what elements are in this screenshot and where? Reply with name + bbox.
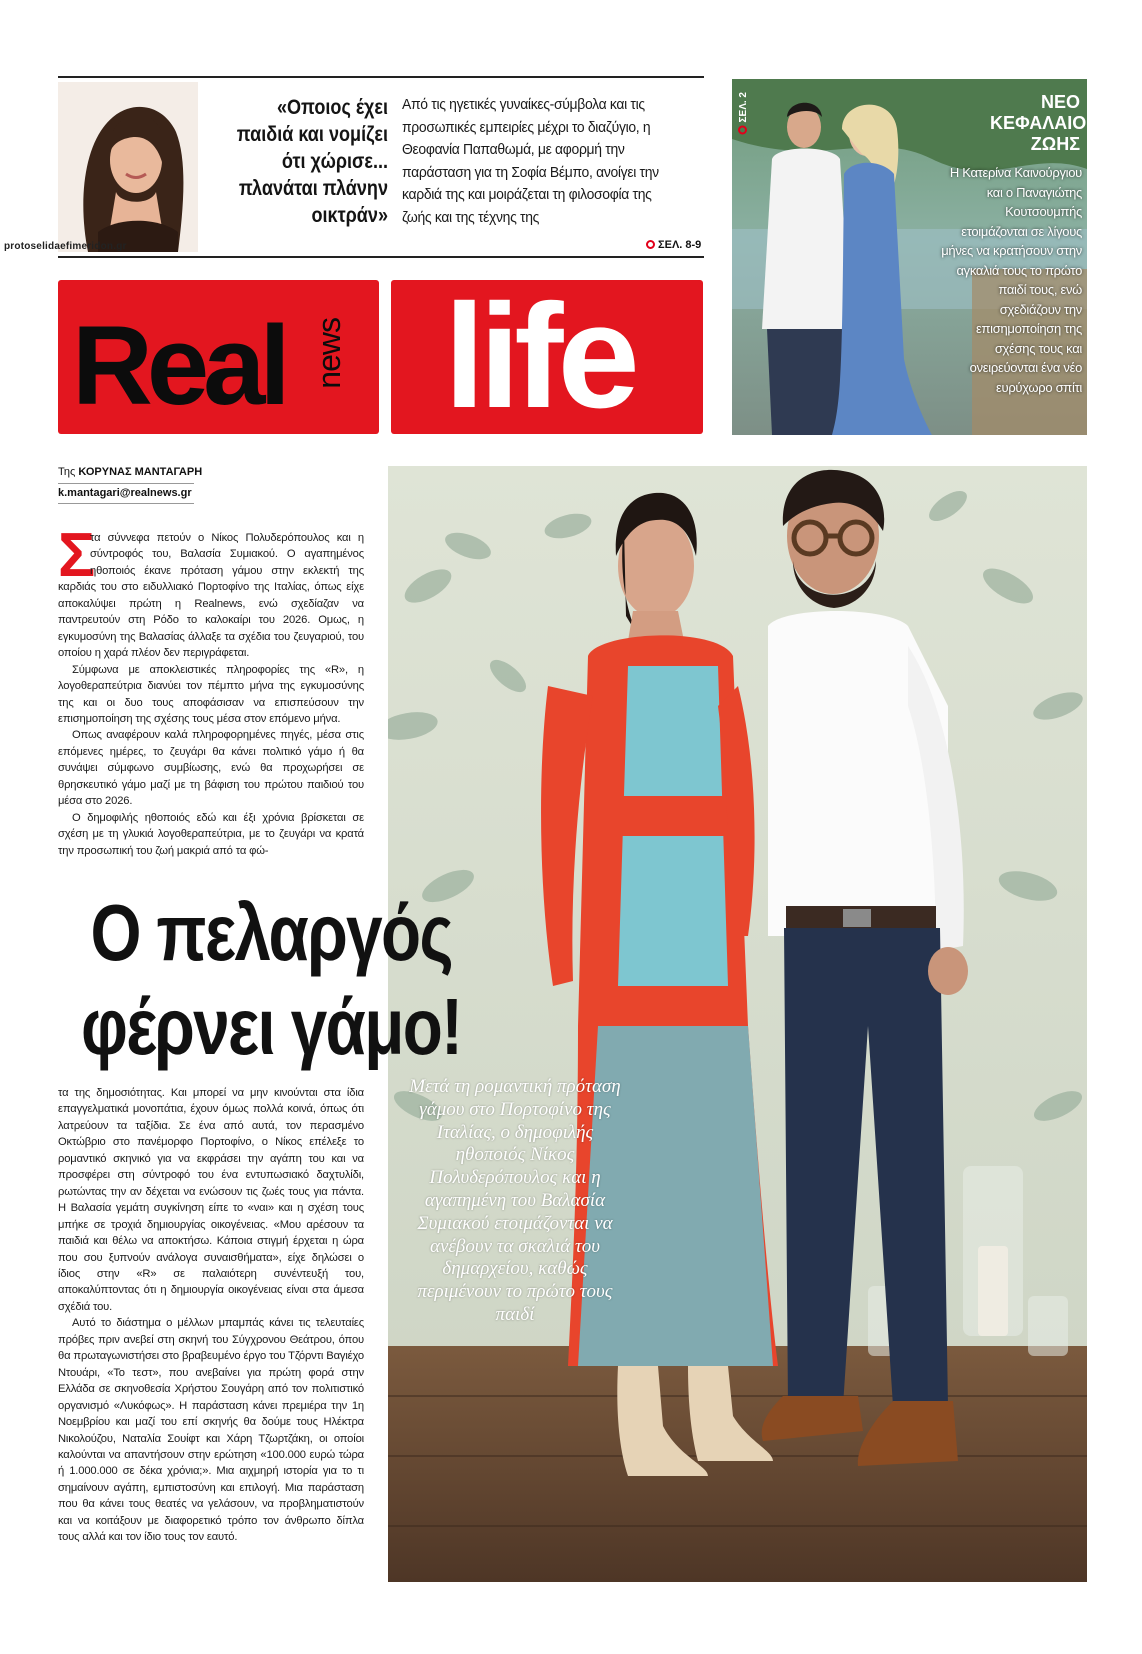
teaser-text: Από τις ηγετικές γυναίκες-σύμβολα και τις προσωπικές εμπειρίες μέχρι το διαζύγιο, η Θεοφανία Παπαθωμά, με αφορμή την παράσταση για τη Σοφία Βέμπο, ανοίγει την καρδιά της και μοιράζεται τη φιλοσοφία της ζωής και της τέχνης της [402, 96, 659, 226]
headline-line-1: Ο πελαργός [90, 888, 452, 977]
top-rule-bottom [58, 256, 704, 258]
headline-line-2: φέρνει γάμο! [81, 982, 462, 1071]
masthead-real: Real [72, 303, 285, 428]
dropcap-spacer [58, 530, 90, 578]
dropcap: Σ [58, 521, 96, 590]
masthead-life: life [444, 274, 634, 439]
teaser-page-ref[interactable] [646, 239, 701, 251]
masthead-news: news [311, 318, 347, 389]
byline-rule [58, 483, 194, 484]
byline-prefix: Της [58, 466, 76, 478]
teaser-portrait [58, 82, 198, 252]
watermark: protoselidaefimeridon.gr [4, 241, 127, 252]
target-icon [738, 125, 747, 134]
headline [58, 886, 484, 1074]
article-paragraph: Οπως αναφέρουν καλά πληροφορημένες πηγές, μέσα στις επόμενες ημέρες, το ζευγάρι θα κάνει πολιτικό γάμο ή θα συνάψει σύμφωνο συμβίωσης, ενώ θα προχωρήσει σε θρησκευτικό γάμο μαζί με τη βάφιση του πρώτου παιδιού του μέσα στο 2026. [58, 729, 364, 808]
top-rule [58, 76, 704, 78]
side-teaser-text: Η Κατερίνα Καινούργιου και ο Παναγιώτης Κουτσουμπής ετοιμάζονται σε λίγους μήνες να κρατήσουν στην αγκαλιά τους το πρώτο παιδί τους, ενώ σχεδιάζουν την επισημοποίηση της σχέσης τους και ονειρεύονται ένα νέο ευρύχωρο σπίτι [941, 165, 1082, 395]
main-couple-photo [388, 466, 1087, 1582]
photo-caption: Μετά τη ρομαντική πρόταση γάμου στο Πορτοφίνο της Ιταλίας, ο δημοφιλής ηθοποιός Νίκος Πολυδερόπουλος και η αγαπημένη του Βαλασία Συμιακού ετοιμάζονται να ανέβουν τα σκαλιά του δημαρχείου, καθώς περιμένουν το πρώτο τους παιδί [409, 1076, 621, 1325]
article-paragraph: τα σύννεφα πετούν ο Νίκος Πολυδερόπουλος και η σύντροφός του, Βαλασία Συμιακού. Ο αγαπημένος ηθοποιός έκανε πρόταση γάμου στην εκλεκτή της καρδιάς του στο ειδυλλιακό Πορτοφίνο της Ιταλίας, όπως είχε αποκαλύψει πρώτη η Realnews, ενώ σχεδίαζαν να παντρευτούν στη Ρόδο το καλοκαίρι του 2026. Ομως, η εγκυμοσύνη της Βαλασίας άλλαξε τα σχέδια του ζευγαριού, του οποίου η χαρά πλέον δεν περιγράφεται. [58, 532, 364, 660]
teaser-page-ref-label: ΣΕΛ. 8-9 [658, 239, 702, 251]
byline-email[interactable]: k.mantagari@realnews.gr [58, 487, 192, 499]
article-paragraph: Ο δημοφιλής ηθοποιός εδώ και έξι χρόνια βρίσκεται σε σχέση με τη γλυκιά λογοθεραπεύτρια, με το ζευγάρι να κρατά την προσωπική του ζωή μακριά από τα φώ- [58, 811, 364, 857]
byline-author: ΚΟΡΥΝΑΣ ΜΑΝΤΑΓΑΡΗ [78, 466, 203, 478]
article-column-2 [58, 1085, 364, 1581]
side-page-ref-label: ΣΕΛ. 2 [738, 92, 749, 123]
main-photo [388, 466, 1087, 1582]
byline [58, 466, 202, 478]
portrait-image [58, 82, 198, 252]
article-paragraph: Σύμφωνα με αποκλειστικές πληροφορίες της «R», η λογοθεραπεύτρια διανύει τον πέμπτο μήνα της εγκυμοσύνης της και οι δυο τους αποφάσισαν να επισπεύσουν την επισημοποίηση της σχέσης τους μέσα στον επόμενο μήνα. [58, 663, 364, 725]
article-column-1 [58, 530, 364, 864]
side-page-ref[interactable] [738, 92, 754, 148]
article-paragraph: Αυτό το διάστημα ο μέλλων μπαμπάς κάνει τις τελευταίες πρόβες πριν ανεβεί στη σκηνή του Σύγχρονου Θεάτρου, όπου θα πρωταγωνιστήσει στο βραβευμένο έργο του Τζόρντι Βαγιέχο Ντουάρι, «Το τεστ», που ανεβαίνει για πρώτη φορά στην Ελλάδα σε σκηνοθεσία Χρήστου Σουγάρη από τον πολιτιστικό οργανισμό «Λυκόφως». Η παράσταση κάνει πρεμιέρα την 1η Νοεμβρίου και μαζί του επί σκηνής θα δούμε τους Ηλέκτρα Νικολούζου, Ναταλία Σουίφτ και Χάρη Τζωρτζάκη, οι οποίοι καλούνται να απαντήσουν στην ερώτηση «100.000 ευρώ τώρα ή 1.000.000 σε δέκα χρόνια;». Μια αιχμηρή ιστορία για το τι σημαίνουν αγάπη, εμπιστοσύνη και επιλογή. Μια παράσταση που θα κάνει τους θεατές να γελάσουν, να προβληματιστούν και να κοιτάξουν με διαφορετικό τρόπο τον άνθρωπο δίπλα τους αλλά και τον ίδιο τους τον εαυτό. [58, 1317, 364, 1544]
teaser-quote: «Οποιος έχει παιδιά και νομίζει ότι χώρισε... πλανάται πλάνην οικτράν» [236, 96, 388, 227]
article-paragraph: τα της δημοσιότητας. Και μπορεί να μην κινούνται στα ίδια επαγγελματικά μονοπάτια, έχουν όμως πολλά κοινά, όπως ότι λατρεύουν τα ταξίδια. Σε ένα από αυτά, τον περασμένο Οκτώβριο στο πανέμορφο Πορτοφίνο, ο Νίκος επέλεξε το ρομαντικό σκηνικό για να εκφράσει την αγάπη του και να προσφέρει στη σύντροφό του ένα εντυπωσιακό δαχτυλίδι, ρωτώντας την αν δέχεται να ενώσουν τις ζωές τους για πάντα. Η Βαλασία γεμάτη συγκίνηση είπε το «ναι» και η σχέση τους μπήκε σε τροχιά δημιουργίας οικογένειας. «Μου αρέσουν τα παιδιά και θέλω να αποκτήσω. Κάποια στιγμή έρχεται η ώρα που σου ξυπνούν ανάλογα συναισθήματα», είχε δηλώσει ο ίδιος στην «R» σε παλαιότερη συνέντευξή του, αποκαλύπτοντας ότι η δημιουργία οικογένειας είναι στα άμεσα σχέδιά του. [58, 1087, 364, 1313]
side-teaser-title: ΝΕΟ ΚΕΦΑΛΑΙΟ ΖΩΗΣ [990, 92, 1087, 154]
target-icon [646, 240, 655, 249]
email-rule [58, 503, 194, 504]
